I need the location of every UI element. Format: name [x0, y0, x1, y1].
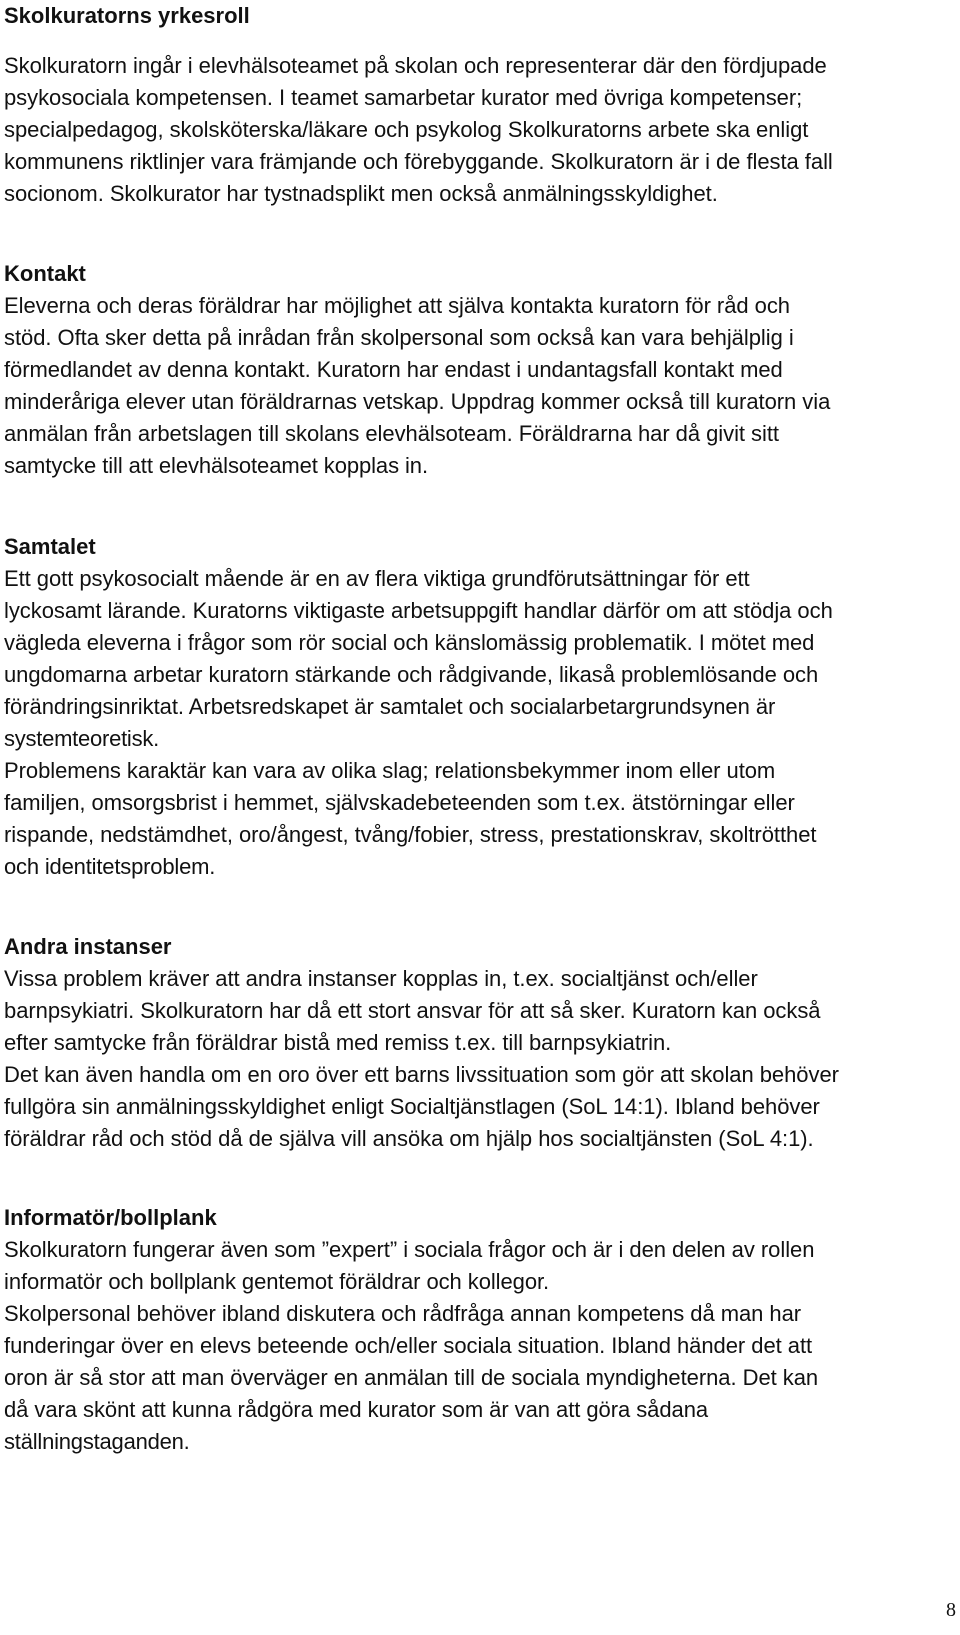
text-line: då vara skönt att kunna rådgöra med kurator som är van att göra sådana — [4, 1397, 709, 1422]
text-line: förändringsinriktat. Arbetsredskapet är samtalet och socialarbetargrundsynen är — [4, 694, 776, 719]
text-line: informatör och bollplank gentemot föräldrar och kollegor. — [4, 1269, 550, 1294]
intro-paragraph — [4, 50, 952, 210]
text-line: Ett gott psykosocialt mående är en av flera viktiga grundförutsättningar för ett — [4, 566, 750, 591]
text-line: efter samtycke från föräldrar bistå med remiss t.ex. till barnpsykiatrin. — [4, 1030, 672, 1055]
text-line: kommunens riktlinjer vara främjande och förebyggande. Skolkuratorn är i de flesta fall — [4, 149, 833, 174]
document-title: Skolkuratorns yrkesroll — [4, 3, 250, 28]
andra-instanser-heading: Andra instanser — [4, 934, 172, 959]
text-line: stöd. Ofta sker detta på inrådan från skolpersonal som också kan vara behjälplig i — [4, 325, 794, 350]
samtalet-paragraph — [4, 563, 952, 883]
text-line: socionom. Skolkurator har tystnadsplikt men också anmälningsskyldighet. — [4, 181, 718, 206]
page-number: 8 — [946, 1599, 956, 1621]
text-line: Skolpersonal behöver ibland diskutera och rådfråga annan kompetens då man har — [4, 1301, 802, 1326]
text-line: specialpedagog, skolsköterska/läkare och psykolog Skolkuratorns arbete ska enligt — [4, 117, 809, 142]
text-line: Skolkuratorn fungerar även som ”expert” i sociala frågor och är i den delen av rollen — [4, 1237, 815, 1262]
andra-instanser-section — [4, 931, 952, 1155]
text-line: och identitetsproblem. — [4, 854, 216, 879]
text-line: lyckosamt lärande. Kuratorns viktigaste arbetsuppgift handlar därför om att stödja och — [4, 598, 833, 623]
kontakt-heading: Kontakt — [4, 261, 86, 286]
text-line: rispande, nedstämdhet, oro/ångest, tvång/fobier, stress, prestationskrav, skoltrötthet — [4, 822, 817, 847]
samtalet-section — [4, 531, 952, 883]
text-line: samtycke till att elevhälsoteamet kopplas in. — [4, 453, 428, 478]
text-line: minderåriga elever utan föräldrarnas vetskap. Uppdrag kommer också till kuratorn via — [4, 389, 831, 414]
text-line: förmedlandet av denna kontakt. Kuratorn har endast i undantagsfall kontakt med — [4, 357, 783, 382]
text-line: ungdomarna arbetar kuratorn stärkande och rådgivande, likaså problemlösande och — [4, 662, 819, 687]
text-line: föräldrar råd och stöd då de själva vill ansöka om hjälp hos socialtjänsten (SoL 4:1). — [4, 1126, 814, 1151]
intro-section — [4, 50, 952, 210]
text-line: Problemens karaktär kan vara av olika slag; relationsbekymmer inom eller utom — [4, 758, 776, 783]
text-line: systemteoretisk. — [4, 726, 159, 751]
andra-instanser-paragraph — [4, 963, 952, 1155]
samtalet-heading: Samtalet — [4, 534, 96, 559]
text-line: Vissa problem kräver att andra instanser kopplas in, t.ex. socialtjänst och/eller — [4, 966, 758, 991]
text-line: Det kan även handla om en oro över ett barns livssituation som gör att skolan behöver — [4, 1062, 839, 1087]
text-line: familjen, omsorgsbrist i hemmet, självskadebeteenden som t.ex. ätstörningar eller — [4, 790, 795, 815]
text-line: oron är så stor att man överväger en anmälan till de sociala myndigheterna. Det kan — [4, 1365, 819, 1390]
informator-section — [4, 1202, 952, 1458]
kontakt-section — [4, 258, 952, 482]
informator-paragraph — [4, 1234, 952, 1458]
kontakt-paragraph — [4, 290, 952, 482]
text-line: vägleda eleverna i frågor som rör social och känslomässig problematik. I mötet med — [4, 630, 815, 655]
text-line: ställningstaganden. — [4, 1429, 190, 1454]
text-line: psykosociala kompetensen. I teamet samarbetar kurator med övriga kompetenser; — [4, 85, 803, 110]
text-line: anmälan från arbetslagen till skolans elevhälsoteam. Föräldrarna har då givit sitt — [4, 421, 779, 446]
text-line: Eleverna och deras föräldrar har möjlighet att själva kontakta kuratorn för råd och — [4, 293, 790, 318]
text-line: fullgöra sin anmälningsskyldighet enligt Socialtjänstlagen (SoL 14:1). Ibland behöver — [4, 1094, 820, 1119]
text-line: Skolkuratorn ingår i elevhälsoteamet på skolan och representerar där den fördjupade — [4, 53, 827, 78]
informator-heading: Informatör/bollplank — [4, 1205, 217, 1230]
text-line: barnpsykiatri. Skolkuratorn har då ett stort ansvar för att så sker. Kuratorn kan också — [4, 998, 821, 1023]
text-line: funderingar över en elevs beteende och/eller sociala situation. Ibland händer det att — [4, 1333, 813, 1358]
